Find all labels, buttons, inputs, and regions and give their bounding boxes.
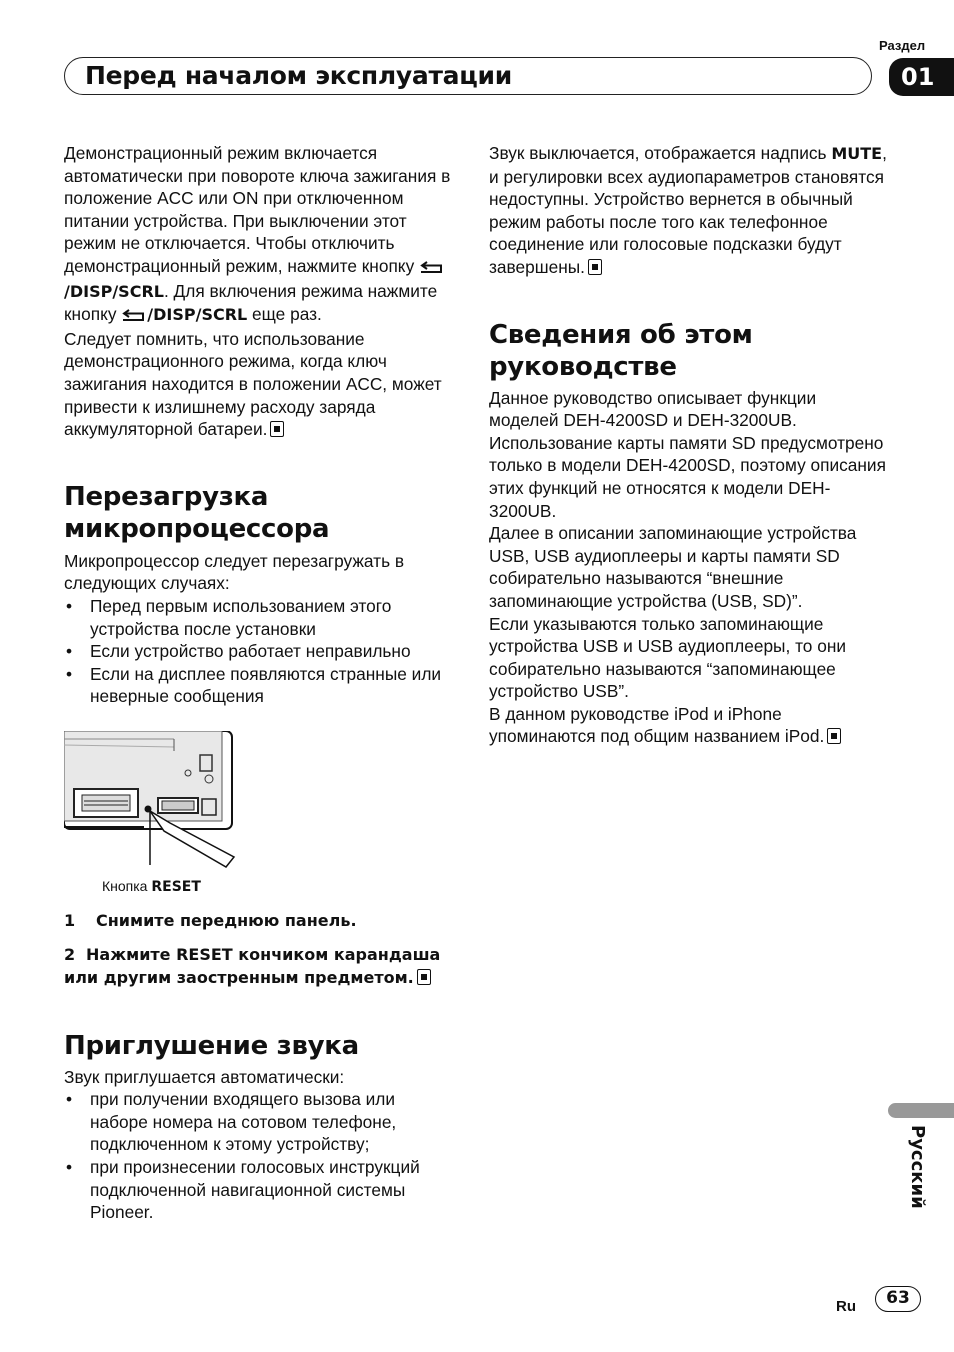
step-2: [64, 944, 456, 989]
step-number: 2: [64, 945, 76, 965]
mute-text-2: , и регулировки всех аудиопараметров становятся недоступны. Устройство вернется в обычный режим работы после того как телефонное соединение или голосовые подсказки будут завершены.: [489, 143, 887, 277]
mute-word: MUTE: [831, 144, 883, 163]
section-label: Раздел: [879, 38, 926, 53]
list-item: • при произнесении голосовых инструкций подключенной навигационной системы Pioneer.: [64, 1156, 456, 1224]
page-number: 63: [875, 1286, 921, 1312]
list-item: • при получении входящего вызова или наборе номера на сотовом телефоне, подключенном к этому устройству;: [64, 1088, 456, 1156]
manual-heading: Сведения об этом руководстве: [489, 319, 753, 382]
page-title: Перед началом эксплуатации: [85, 61, 512, 90]
list-item: • Если устройство работает неправильно: [64, 640, 456, 663]
demo-text-3: еще раз.: [247, 304, 322, 325]
language-label: Русский: [907, 1125, 928, 1209]
language-tab-bar: [888, 1103, 954, 1118]
mute-continued: [489, 142, 889, 279]
disp-scrl-key: /DISP/SCRL: [64, 281, 164, 301]
manual-para-2: Далее в описании запоминающие устройства USB, USB аудиоплееры и карты памяти SD собирательно называются “внешние запоминающие устройства (USB, SD)”.: [489, 523, 857, 611]
reset-heading: Перезагрузка микропроцессора: [64, 481, 330, 544]
demo-text-4: Следует помнить, что использование демонстрационного режима, когда ключ зажигания находится в положении ACC, может привести к излишнему расходу заряда аккумуляторной батареи.: [64, 328, 442, 440]
manual-para-4-text: В данном руководстве iPod и iPhone упоминаются под общим названием iPod.: [489, 703, 825, 747]
manual-para-1: Данное руководство описывает функции моделей DEH-4200SD и DEH-3200UB. Использование карты памяти SD предусмотрено только в модели DEH-4200SD, поэтому описания этих функций не относятся к модели DEH-3200UB.: [489, 387, 886, 521]
disp-scrl-key: /DISP/SCRL: [147, 305, 248, 325]
mute-heading: Приглушение звука: [64, 1030, 359, 1061]
end-mark-icon: [827, 728, 841, 744]
list-item: • Перед первым использованием этого устройства после установки: [64, 595, 456, 640]
demo-paragraph: [64, 142, 456, 328]
language-code: Ru: [836, 1298, 856, 1315]
reset-button-illustration: [64, 731, 244, 871]
right-column: [489, 142, 889, 748]
list-item: • Если на дисплее появляются странные или неверные сообщения: [64, 663, 456, 708]
end-mark-icon: [270, 421, 284, 437]
caption-prefix: Кнопка: [102, 877, 152, 894]
demo-text-2: . Для включения режима нажмите кнопку: [64, 280, 438, 325]
manual-para-3: Если указываются только запоминающие устройства USB и USB аудиоплееры, то они собирательно называются “запоминающее устройство USB”.: [489, 613, 847, 702]
step-text: Снимите переднюю панель.: [96, 910, 357, 930]
back-arrow-icon: [121, 305, 147, 328]
manual-para-4: [489, 703, 889, 748]
step-text: Нажмите RESET кончиком карандаша или другим заостренным предметом.: [64, 945, 441, 988]
mute-text-1: Звук выключается, отображается надпись: [489, 143, 832, 163]
mute-intro: Звук приглушается автоматически:: [64, 1066, 345, 1087]
reset-bullet-list: [64, 595, 456, 708]
header-bar: [64, 57, 872, 95]
step-1: [64, 910, 456, 933]
step-number: 1: [64, 910, 76, 930]
reset-intro: Микропроцессор следует перезагружать в следующих случаях:: [64, 550, 405, 594]
section-number-tab: 01: [889, 58, 954, 96]
reset-caption: [102, 877, 456, 896]
demo-text-1: Демонстрационный режим включается автоматически при повороте ключа зажигания в положение ACC или ON при отключенном питании устройства. При выключении этот режим не отключается. Чтобы отключить демонстрационный режим, нажмите кнопку: [64, 143, 451, 276]
caption-key: RESET: [151, 878, 201, 895]
back-arrow-icon: [419, 257, 445, 280]
demo-warning: [64, 328, 456, 441]
left-column: [64, 142, 456, 1224]
end-mark-icon: [588, 259, 602, 275]
mute-bullet-list: [64, 1088, 456, 1224]
end-mark-icon: [417, 969, 431, 985]
